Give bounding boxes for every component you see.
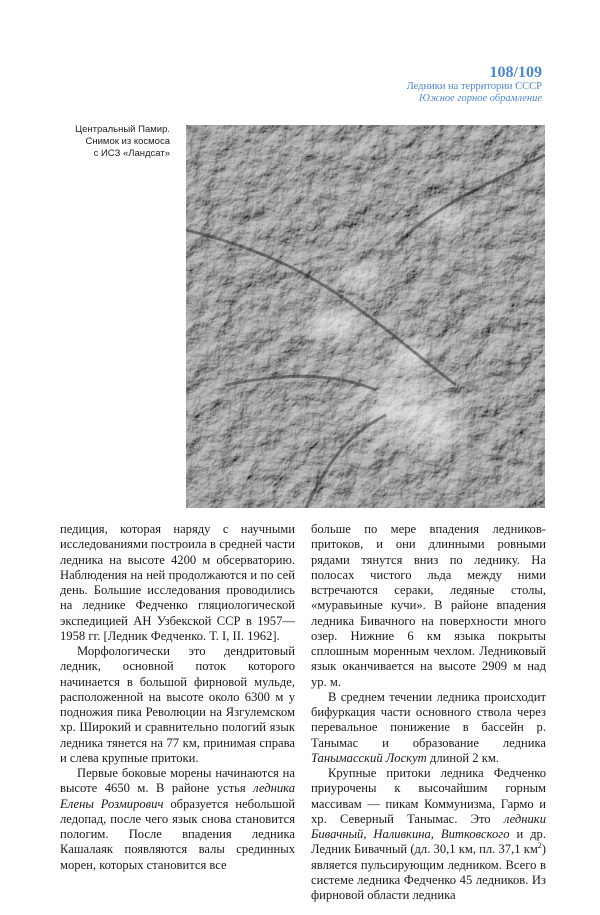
subsection-title: Южное горное обрамление — [419, 93, 542, 104]
paragraph — [60, 522, 295, 644]
text-run: Первые боковые морены начинаются на высоте 4650 м. В районе устья — [60, 766, 295, 796]
text-run: 2 — [537, 841, 542, 851]
page-numbers: 108/109 — [489, 64, 542, 81]
caption-line: с ИСЗ «Ландсат» — [93, 148, 170, 159]
section-title: Ледники на территории СССР — [406, 81, 542, 92]
text-run: Морфологически это дендритовый ледник, основной поток которого начинается в большой фирновой мульде, расположенной на высоте около 6300 м у подножия пика Революции на Язгулемском хр. Широкий и сравнительно пологий язык ледника тянется на 77 км, принимая справа и слева крупные притоки. — [60, 644, 295, 765]
page-header — [407, 64, 542, 105]
paragraph — [311, 766, 546, 903]
figure-caption — [60, 124, 170, 160]
text-run: ) является пульсирующим ледником. Всего в системе ледника Федченко 45 ледников. Из фирновой области ледника — [311, 842, 546, 902]
text-run: больше по мере впадения ледников-притоков, и они длинными ровными рядами тянутся вниз по леднику. На полосах чистого льда между ними встречаются сераки, ледяные столы, «муравьиные кучи». В районе впадения ледника Бивачного на поверхности много озер. Нижние 6 км языка покрыты сплошным моренным чехлом. Ледниковый язык оканчивается на высоте 2909 м над ур. м. — [311, 522, 546, 689]
text-run: ледники Бивачный, Наливкина, Витковского — [311, 811, 546, 841]
text-column-left — [60, 522, 295, 873]
text-column-right — [311, 522, 546, 903]
text-run: длиной 2 км. — [426, 750, 499, 765]
text-run: Танымасский Лоскут — [311, 750, 427, 765]
text-run: педиция, которая наряду с научными исследованиями построила в средней части ледника на высоте 4200 м обсерваторию. Наблюдения на ней продолжаются и по сей день. Большие исследования проводились на леднике Федченко гляциологической экспедицией АН Узбекской ССР в 1957—1958 гг. [Ледник Федченко. Т. I, II. 1962]. — [60, 522, 295, 643]
paragraph — [311, 522, 546, 690]
text-run: и др. Ледник Бивачный (дл. 30,1 км, пл. 37,1 км — [311, 827, 546, 857]
text-run: В среднем течении ледника происходит бифуркация части основного ствола через перевальное понижение в бассейн р. Танымас и образование ледника — [311, 689, 546, 750]
paragraph — [60, 766, 295, 873]
paragraph — [311, 690, 546, 766]
caption-line: Снимок из космоса — [85, 136, 170, 147]
text-run: Крупные притоки ледника Федченко приурочены к высочайшим горным массивам — пикам Коммунизма, Гармо и хр. Северный Танымас. Это — [311, 766, 546, 826]
satellite-image — [186, 125, 545, 508]
caption-line: Центральный Памир. — [75, 124, 170, 135]
text-run: образуется небольшой ледопад, после чего язык снова становится пологим. После впадения ледника Кашалаяк появляются валы срединных морен, которых становится все — [60, 796, 295, 872]
paragraph — [60, 644, 295, 766]
text-run: ледника Елены Розмирович — [60, 781, 295, 811]
